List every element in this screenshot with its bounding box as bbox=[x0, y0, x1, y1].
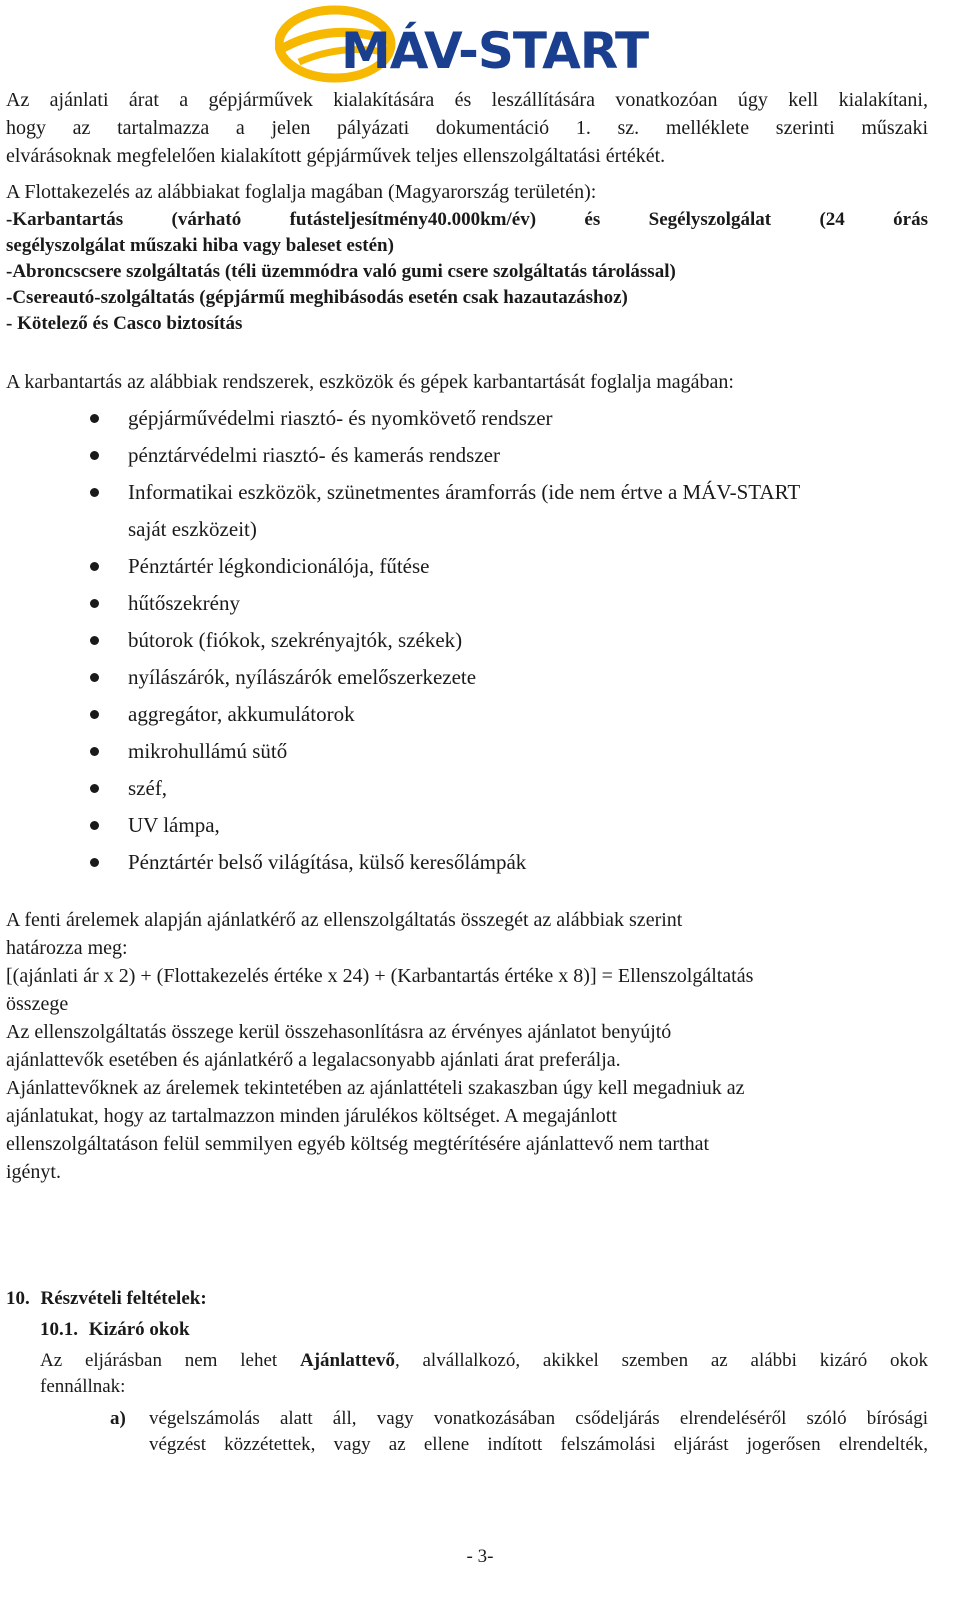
list-item: Informatikai eszközök, szünetmentes áramforrás (ide nem értve a MÁV-START bbox=[6, 474, 928, 511]
bullet-icon bbox=[90, 747, 99, 756]
pricing-formula: [(ajánlati ár x 2) + (Flottakezelés értéke x 24) + (Karbantartás értéke x 8)] = Ellenszolgáltatás bbox=[6, 965, 754, 987]
pricing-line: ellenszolgáltatáson felül semmilyen egyéb költség megtérítésére ajánlattevő nem tarthat bbox=[6, 1133, 710, 1155]
mav-start-logo bbox=[275, 2, 665, 86]
pricing-line: határozza meg: bbox=[6, 937, 128, 959]
logo-wordmark: MÁV-START bbox=[341, 22, 649, 80]
subsection-heading bbox=[40, 1317, 190, 1343]
bullet-icon bbox=[90, 562, 99, 571]
list-item: pénztárvédelmi riasztó- és kamerás rendszer bbox=[6, 437, 928, 474]
bullet-icon bbox=[90, 858, 99, 867]
list-item: széf, bbox=[6, 770, 928, 807]
bullet-icon bbox=[90, 599, 99, 608]
pricing-line: A fenti árelemek alapján ajánlatkérő az ellenszolgáltatás összegét az alábbiak szerint bbox=[6, 909, 683, 931]
pricing-line: Az ellenszolgáltatás összege kerül összehasonlításra az érvényes ajánlatot benyújtó bbox=[6, 1021, 672, 1043]
list-item: Pénztártér belső világítása, külső keresőlámpák bbox=[6, 844, 928, 881]
pricing-line: összege bbox=[6, 993, 69, 1015]
fleet-list bbox=[6, 207, 928, 337]
bullet-icon bbox=[90, 636, 99, 645]
list-item: nyílászárók, nyílászárók emelőszerkezete bbox=[6, 659, 928, 696]
item-line: végzést közzétettek, vagy az ellene indított felszámolási eljárást jogerősen elrendelték, bbox=[149, 1434, 928, 1455]
list-item: bútorok (fiókok, szekrényajtók, székek) bbox=[6, 622, 928, 659]
fleet-item: segélyszolgálat műszaki hiba vagy baleset estén) bbox=[6, 235, 394, 256]
exclusion-paragraph bbox=[40, 1348, 928, 1400]
bullet-icon bbox=[90, 488, 99, 497]
list-item: UV lámpa, bbox=[6, 807, 928, 844]
exclusion-line: fennállnak: bbox=[40, 1376, 126, 1397]
intro-line: hogy az tartalmazza a jelen pályázati dokumentáció 1. sz. melléklete szerinti műszaki bbox=[6, 117, 928, 139]
pricing-line: ajánlattevők esetében és ajánlatkérő a legalacsonyabb ajánlati árat preferálja. bbox=[6, 1049, 621, 1071]
subsection-title: Kizáró okok bbox=[88, 1319, 190, 1340]
logo-graphic bbox=[275, 2, 665, 86]
section-number: 10. bbox=[6, 1288, 30, 1309]
exclusion-line: Az eljárásban nem lehet Ajánlattevő, alvállalkozó, akikkel szemben az alábbi kizáró okok bbox=[40, 1350, 928, 1371]
list-item: aggregátor, akkumulátorok bbox=[6, 696, 928, 733]
maintenance-list bbox=[6, 400, 928, 881]
list-item: hűtőszekrény bbox=[6, 585, 928, 622]
bullet-icon bbox=[90, 414, 99, 423]
intro-line: elvárásoknak megfelelően kialakított gépjárművek teljes ellenszolgáltatási értékét. bbox=[6, 145, 666, 167]
bullet-icon bbox=[90, 673, 99, 682]
fleet-item: -Abroncscsere szolgáltatás (téli üzemmódra való gumi csere szolgáltatás tárolással) bbox=[6, 261, 676, 282]
section-heading bbox=[6, 1286, 207, 1312]
list-item: Pénztártér légkondicionálója, fűtése bbox=[6, 548, 928, 585]
exclusion-item-a bbox=[110, 1406, 928, 1458]
maintenance-heading: A karbantartás az alábbiak rendszerek, eszközök és gépek karbantartását foglalja magában: bbox=[6, 371, 734, 393]
pricing-line: ajánlatukat, hogy az tartalmazzon minden járulékos költséget. A megajánlott bbox=[6, 1105, 617, 1127]
bullet-icon bbox=[90, 451, 99, 460]
subsection-number: 10.1. bbox=[40, 1319, 78, 1340]
section-title: Részvételi feltételek: bbox=[40, 1288, 207, 1309]
fleet-item: -Karbantartás (várható futásteljesítmény40.000km/év) és Segélyszolgálat (24 órás bbox=[6, 209, 928, 230]
intro-paragraph bbox=[6, 86, 928, 170]
fleet-item: -Csereautó-szolgáltatás (gépjármű meghibásodás esetén csak hazautazáshoz) bbox=[6, 287, 628, 308]
list-item: gépjárművédelmi riasztó- és nyomkövető rendszer bbox=[6, 400, 928, 437]
bullet-icon bbox=[90, 821, 99, 830]
list-item-continuation: saját eszközeit) bbox=[128, 517, 257, 541]
pricing-line: igényt. bbox=[6, 1161, 61, 1183]
bullet-icon bbox=[90, 784, 99, 793]
page-number: - 3- bbox=[466, 1546, 494, 1567]
list-item: mikrohullámú sütő bbox=[6, 733, 928, 770]
fleet-heading: A Flottakezelés az alábbiakat foglalja magában (Magyarország területén): bbox=[6, 181, 597, 203]
pricing-line: Ajánlattevőknek az árelemek tekintetében az ajánlattételi szakaszban úgy kell megadniuk az bbox=[6, 1077, 745, 1099]
item-line: végelszámolás alatt áll, vagy vonatkozásában csődeljárás elrendeléséről szóló bírósági bbox=[149, 1408, 928, 1429]
intro-line: Az ajánlati árat a gépjárművek kialakítására és leszállítására vonatkozóan úgy kell kialakítani, bbox=[6, 89, 928, 111]
item-label: a) bbox=[110, 1408, 126, 1429]
pricing-paragraph bbox=[6, 906, 928, 1186]
bullet-icon bbox=[90, 710, 99, 719]
fleet-item: - Kötelező és Casco biztosítás bbox=[6, 313, 243, 334]
